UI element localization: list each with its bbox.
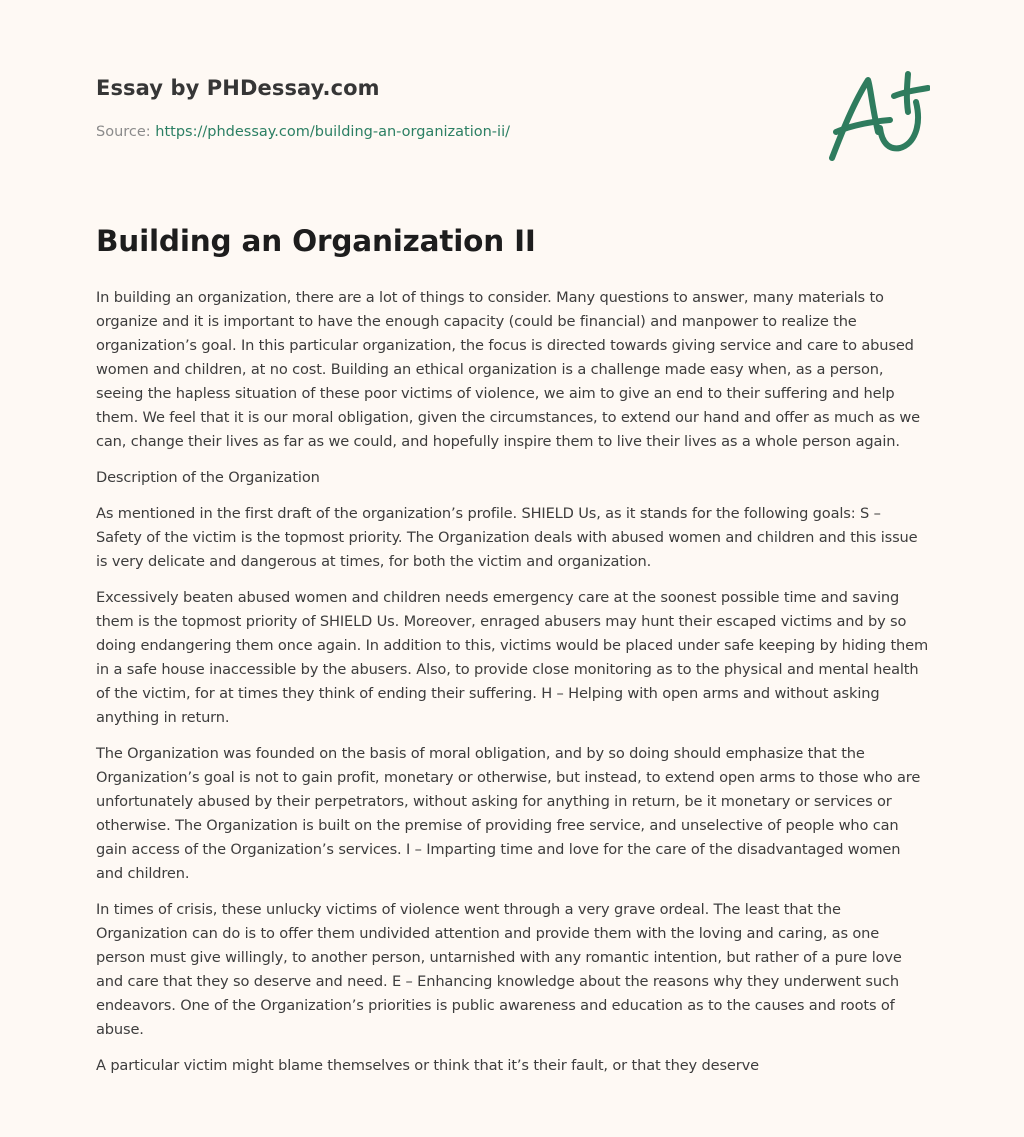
paragraph: A particular victim might blame themselves or think that it’s their fault, or that they deserve <box>96 1057 759 1074</box>
essay-title: Building an Organization II <box>96 224 536 258</box>
paragraph: The Organization was founded on the basis of moral obligation, and by so doing should emphasize that the Organization’s goal is not to gain profit, monetary or otherwise, but instead, to extend open arms to those who are unfortunately abused by their perpetrators, without asking for anything in return, be it monetary or services or otherwise. The Organization is built on the premise of providing free service, and unselective of people who can gain access of the Organization’s services. I – Imparting time and love for the care of the disadvantaged women and children. <box>96 745 921 882</box>
site-title: Essay by PHDessay.com <box>96 76 380 100</box>
section-heading: Description of the Organization <box>96 469 320 486</box>
paragraph: Excessively beaten abused women and children needs emergency care at the soonest possible time and saving them is the topmost priority of SHIELD Us. Moreover, enraged abusers may hunt their escaped victims and by so doing endangering them once again. In addition to this, victims would be placed under safe keeping by hiding them in a safe house inaccessible by the abusers. Also, to provide close monitoring as to the physical and mental health of the victim, for at times they think of ending their suffering. H – Helping with open arms and without asking anything in return. <box>96 589 929 726</box>
a-plus-grade-icon <box>820 66 930 166</box>
essay-body <box>96 286 930 1090</box>
source-link[interactable]: https://phdessay.com/building-an-organization-ii/ <box>155 124 510 140</box>
source-label: Source: <box>96 124 151 140</box>
paragraph: In building an organization, there are a lot of things to consider. Many questions to answer, many materials to organize and it is important to have the enough capacity (could be financial) and manpower to realize the organization’s goal. In this particular organization, the focus is directed towards giving service and care to abused women and children, at no cost. Building an ethical organization is a challenge made easy when, as a person, seeing the hapless situation of these poor victims of violence, we aim to give an end to their suffering and help them. We feel that it is our moral obligation, given the circumstances, to extend our hand and offer as much as we can, change their lives as far as we could, and hopefully inspire them to live their lives as a whole person again. <box>96 289 920 450</box>
source-line <box>96 124 510 140</box>
paragraph: In times of crisis, these unlucky victims of violence went through a very grave ordeal. The least that the Organization can do is to offer them undivided attention and provide them with the loving and caring, as one person must give willingly, to another person, untarnished with any romantic intention, but rather of a pure love and care that they so deserve and need. E – Enhancing knowledge about the reasons why they underwent such endeavors. One of the Organization’s priorities is public awareness and education as to the causes and roots of abuse. <box>96 901 902 1038</box>
paragraph: As mentioned in the first draft of the organization’s profile. SHIELD Us, as it stands for the following goals: S – Safety of the victim is the topmost priority. The Organization deals with abused women and children and this issue is very delicate and dangerous at times, for both the victim and organization. <box>96 505 918 570</box>
